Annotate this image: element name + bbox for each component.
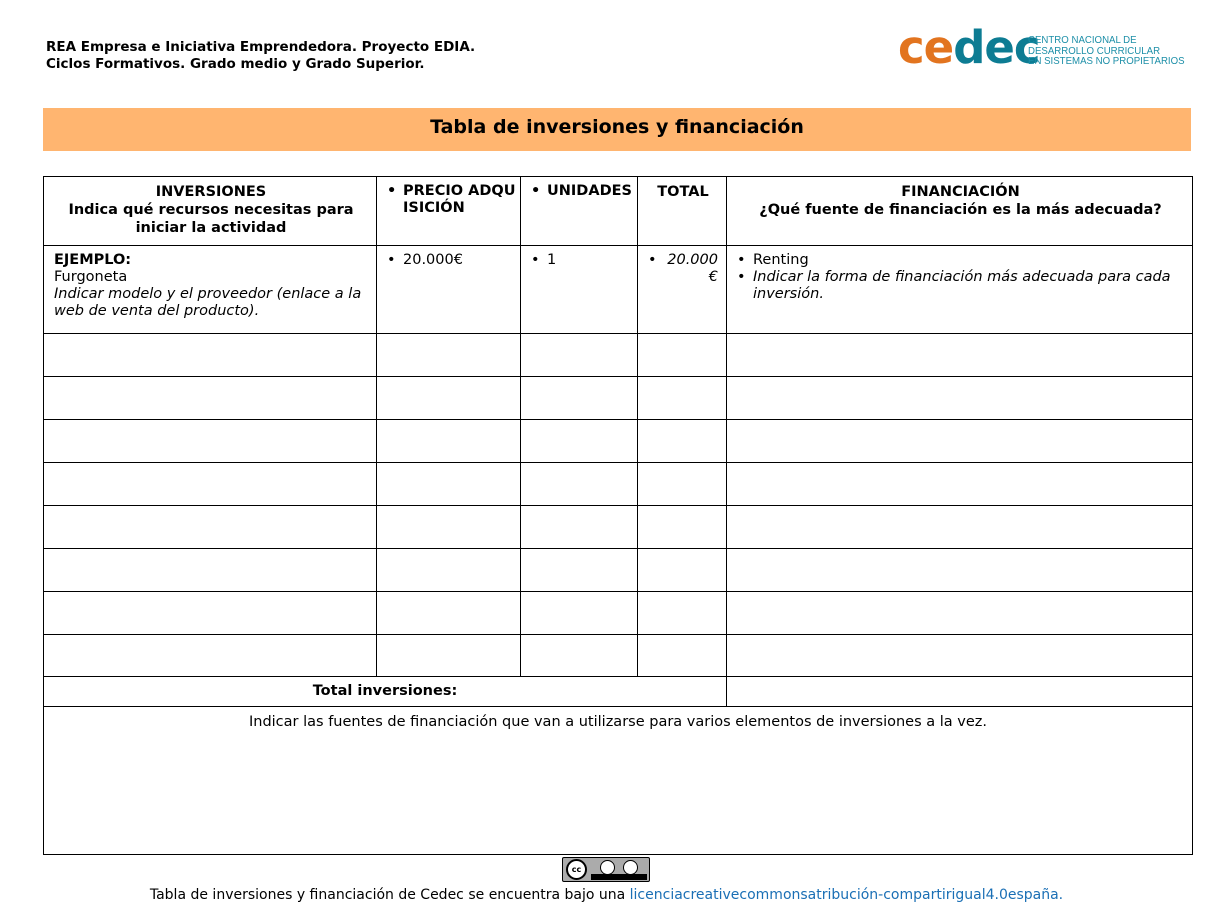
header-financiacion: FINANCIACIÓN ¿Qué fuente de financiación es la más adecuada? xyxy=(727,177,1193,246)
table-cell[interactable] xyxy=(521,506,638,549)
table-cell[interactable] xyxy=(44,592,377,635)
note-row xyxy=(44,707,1193,855)
table-cell[interactable] xyxy=(727,377,1193,420)
table-cell[interactable] xyxy=(521,549,638,592)
table-cell[interactable] xyxy=(521,334,638,377)
header-unidades: • UNIDADES xyxy=(521,177,638,246)
table-cell[interactable] xyxy=(638,377,727,420)
table-cell[interactable] xyxy=(377,334,521,377)
table-cell[interactable] xyxy=(638,635,727,677)
table-cell[interactable] xyxy=(44,420,377,463)
table-row xyxy=(44,334,1193,377)
document-header xyxy=(46,39,475,73)
table-cell[interactable] xyxy=(638,549,727,592)
table-cell[interactable] xyxy=(727,506,1193,549)
table-cell[interactable] xyxy=(521,377,638,420)
table-header-row xyxy=(44,177,1193,246)
table-cell[interactable] xyxy=(727,592,1193,635)
table-cell[interactable] xyxy=(377,420,521,463)
example-row xyxy=(44,246,1193,334)
table-row xyxy=(44,377,1193,420)
table-cell[interactable] xyxy=(727,334,1193,377)
table-cell[interactable] xyxy=(44,463,377,506)
table-cell[interactable] xyxy=(44,334,377,377)
table-cell[interactable] xyxy=(727,635,1193,677)
table-cell[interactable] xyxy=(727,549,1193,592)
table-cell[interactable] xyxy=(377,549,521,592)
table-cell[interactable] xyxy=(377,592,521,635)
table-cell[interactable] xyxy=(521,420,638,463)
table-cell[interactable] xyxy=(638,463,727,506)
table-cell[interactable] xyxy=(377,463,521,506)
footer-text: Tabla de inversiones y financiación de Cedec se encuentra bajo una xyxy=(149,887,630,903)
table-cell[interactable] xyxy=(638,334,727,377)
total-row xyxy=(44,677,1193,707)
example-total-cell: • 20.000€ xyxy=(638,246,727,334)
header-inversiones: INVERSIONES Indica qué recursos necesitas para iniciar la actividad xyxy=(44,177,377,246)
table-cell[interactable] xyxy=(377,506,521,549)
table-cell[interactable] xyxy=(521,635,638,677)
table-cell[interactable] xyxy=(44,549,377,592)
table-cell[interactable] xyxy=(638,592,727,635)
example-precio-cell: • 20.000€ xyxy=(377,246,521,334)
license-footer xyxy=(0,886,1213,904)
table-row xyxy=(44,635,1193,677)
table-cell[interactable] xyxy=(638,506,727,549)
table-cell[interactable] xyxy=(377,377,521,420)
table-cell[interactable] xyxy=(377,635,521,677)
example-inversion-cell: EJEMPLO: Furgoneta Indicar modelo y el proveedor (enlace a la web de venta del producto). xyxy=(44,246,377,334)
header-precio: • PRECIO ADQUISICIÓN xyxy=(377,177,521,246)
table-row xyxy=(44,420,1193,463)
page-title: Tabla de inversiones y financiación xyxy=(43,108,1191,151)
total-label-cell: Total inversiones: xyxy=(44,677,727,707)
cc-license-icon[interactable]: cc xyxy=(562,857,650,882)
table-cell[interactable] xyxy=(638,420,727,463)
header-line-2: Ciclos Formativos. Grado medio y Grado Superior. xyxy=(46,56,425,72)
table-cell[interactable] xyxy=(727,420,1193,463)
logo-wordmark: cedec xyxy=(898,21,1040,74)
table-cell[interactable] xyxy=(44,635,377,677)
total-value-cell[interactable] xyxy=(727,677,1193,707)
table-cell[interactable] xyxy=(44,506,377,549)
table-cell[interactable] xyxy=(521,463,638,506)
table-cell[interactable] xyxy=(44,377,377,420)
table-row xyxy=(44,506,1193,549)
logo-subtitle: CENTRO NACIONAL DE DESARROLLO CURRICULAR EN SISTEMAS NO PROPIETARIOS xyxy=(1028,34,1185,67)
table-row xyxy=(44,592,1193,635)
example-unidades-cell: • 1 xyxy=(521,246,638,334)
example-financiacion-cell: • Renting • Indicar la forma de financiación más adecuada para cada inversión. xyxy=(727,246,1193,334)
table-cell[interactable] xyxy=(521,592,638,635)
investment-table xyxy=(43,176,1193,855)
header-line-1: REA Empresa e Iniciativa Emprendedora. Proyecto EDIA. xyxy=(46,39,476,55)
table-cell[interactable] xyxy=(727,463,1193,506)
table-row xyxy=(44,463,1193,506)
license-link[interactable]: licenciacreativecommonsatribución-compartirigual4.0españa. xyxy=(629,887,1064,903)
table-row xyxy=(44,549,1193,592)
note-cell[interactable]: Indicar las fuentes de financiación que van a utilizarse para varios elementos de inversiones a la vez. xyxy=(44,707,1193,855)
header-total: TOTAL xyxy=(638,177,727,246)
